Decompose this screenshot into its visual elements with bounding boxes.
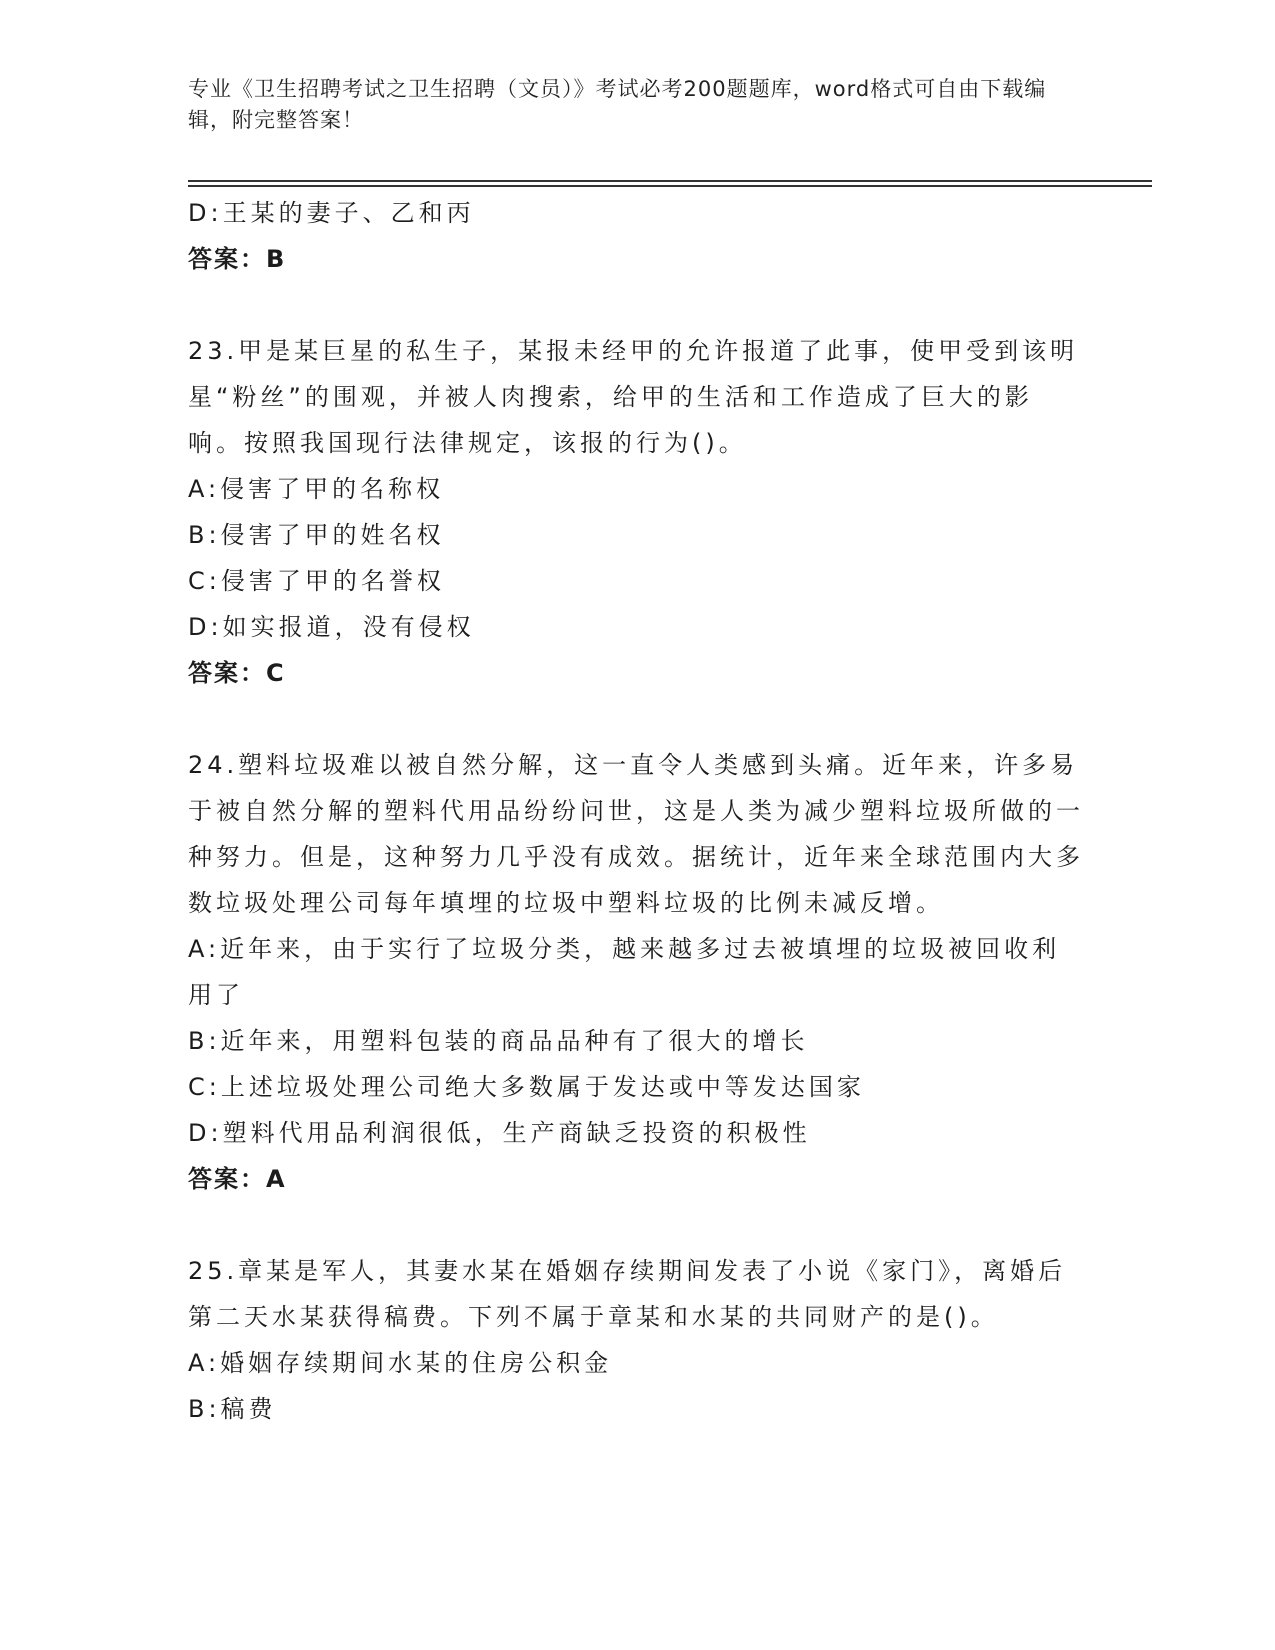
prev-answer: 答案：B <box>188 245 287 273</box>
header-rule-bottom <box>188 185 1152 187</box>
header-rule-top <box>188 180 1152 182</box>
question-24-stem: 24.塑料垃圾难以被自然分解，这一直令人类感到头痛。近年来，许多易于被自然分解的塑料代用品纷纷问世，这是人类为减少塑料垃圾所做的一种努力。但是，这种努力几乎没有成效。据统计，近年来全球范围内大多数垃圾处理公司每年填埋的垃圾中塑料垃圾的比例未减反增。 <box>188 751 1084 917</box>
question-24 <box>188 742 1088 1202</box>
spacer <box>188 696 1088 742</box>
question-24-option-a: A:近年来，由于实行了垃圾分类，越来越多过去被填埋的垃圾被回收利用了 <box>188 935 1061 1009</box>
question-23-option-a: A:侵害了甲的名称权 <box>188 475 445 503</box>
question-24-option-d: D:塑料代用品利润很低，生产商缺乏投资的积极性 <box>188 1119 811 1147</box>
question-25-option-b: B:稿费 <box>188 1395 277 1423</box>
question-23-option-d: D:如实报道，没有侵权 <box>188 613 475 641</box>
question-23-option-c: C:侵害了甲的名誉权 <box>188 567 445 595</box>
question-24-answer: 答案：A <box>188 1165 287 1193</box>
prev-option-d: D:王某的妻子、乙和丙 <box>188 199 475 227</box>
question-25-stem: 25.章某是军人，其妻水某在婚姻存续期间发表了小说《家门》，离婚后第二天水某获得稿费。下列不属于章某和水某的共同财产的是()。 <box>188 1257 1067 1331</box>
spacer <box>188 282 1088 328</box>
spacer <box>188 1202 1088 1248</box>
question-23-answer: 答案：C <box>188 659 286 687</box>
question-content <box>188 190 1088 1432</box>
question-23-stem: 23.甲是某巨星的私生子，某报未经甲的允许报道了此事，使甲受到该明星“粉丝”的围观，并被人肉搜索，给甲的生活和工作造成了巨大的影响。按照我国现行法律规定，该报的行为()。 <box>188 337 1079 457</box>
document-header: 专业《卫生招聘考试之卫生招聘（文员）》考试必考200题题库，word格式可自由下载编辑，附完整答案！ <box>188 77 1047 132</box>
question-24-option-c: C:上述垃圾处理公司绝大多数属于发达或中等发达国家 <box>188 1073 865 1101</box>
question-25 <box>188 1248 1088 1432</box>
question-23 <box>188 328 1088 696</box>
question-25-option-a: A:婚姻存续期间水某的住房公积金 <box>188 1349 613 1377</box>
question-24-option-b: B:近年来，用塑料包装的商品品种有了很大的增长 <box>188 1027 809 1055</box>
question-23-option-b: B:侵害了甲的姓名权 <box>188 521 445 549</box>
